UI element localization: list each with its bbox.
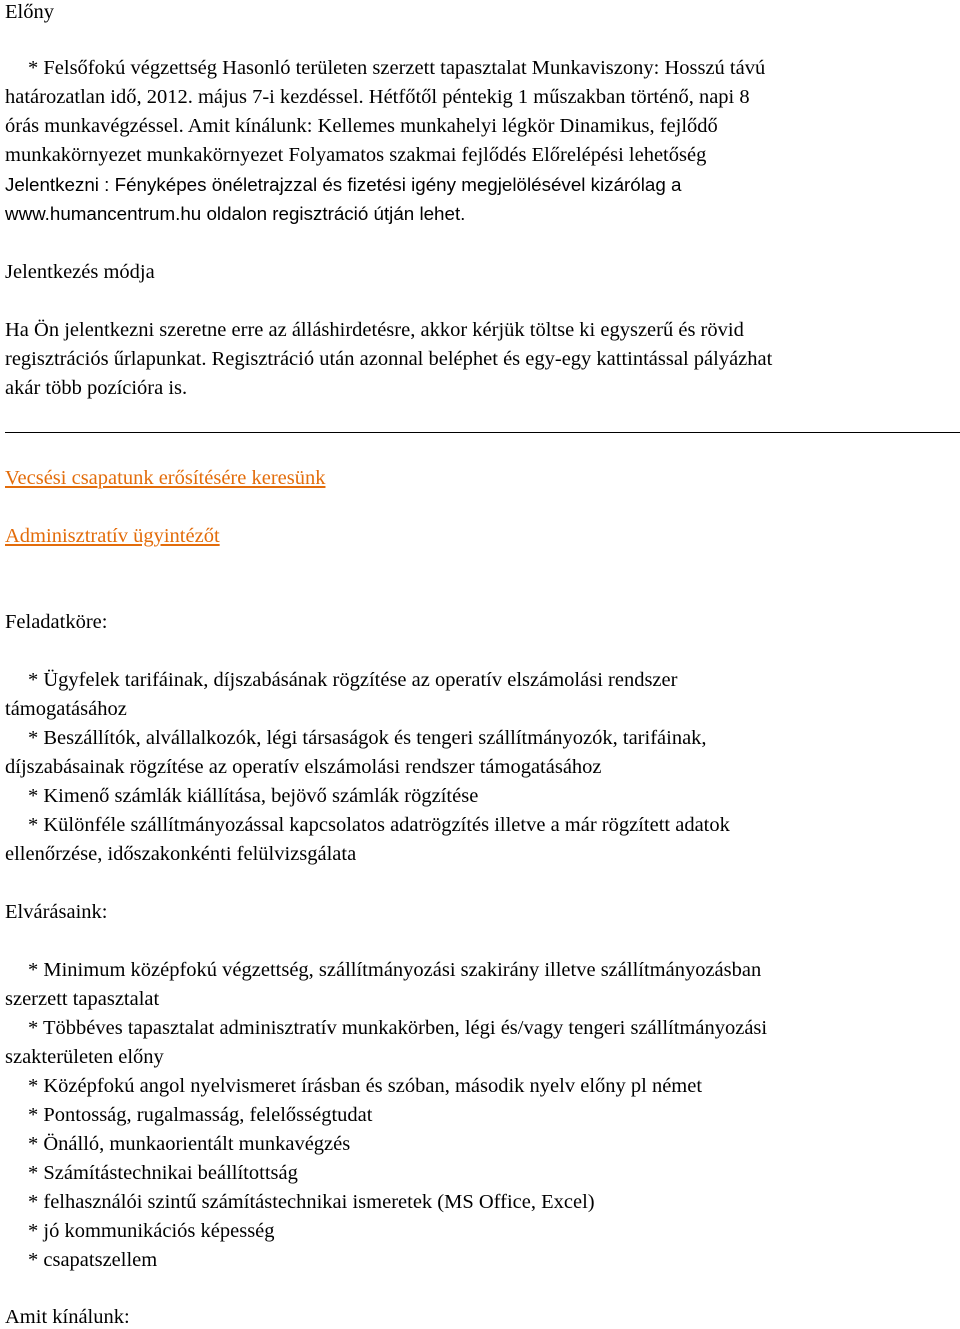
list-item: * Pontosság, rugalmasság, felelősségtudat — [28, 1104, 373, 1126]
list-item: * Többéves tapasztalat adminisztratív munkakörben, légi és/vagy tengeri szállítmányozási — [28, 1017, 768, 1039]
list-item: * Középfokú angol nyelvismeret írásban és szóban, második nyelv előny pl német — [28, 1075, 703, 1097]
application-line-1: Ha Ön jelentkezni szeretne erre az álláshirdetésre, akkor kérjük töltse ki egyszerű és rövid — [5, 319, 744, 341]
amit-kinalunk-label: Amit kínálunk: — [5, 1306, 130, 1328]
benefits-line-5: Jelentkezni : Fényképes önéletrajzzal és fizetési igény megjelölésével kizárólag a — [5, 174, 682, 195]
list-item: * Különféle szállítmányozással kapcsolatos adatrögzítés illetve a már rögzített adatok — [28, 814, 730, 836]
application-line-3: akár több pozícióra is. — [5, 377, 188, 399]
elony-label: Előny — [5, 1, 54, 23]
application-paragraph — [5, 316, 950, 403]
list-item: * Minimum középfokú végzettség, szállítmányozási szakirány illetve szállítmányozásban — [28, 959, 762, 981]
benefits-line-2: határozatlan idő, 2012. május 7-i kezdéssel. Hétfőtől péntekig 1 műszakban történő, napi 8 — [5, 86, 750, 108]
benefits-paragraph — [5, 54, 950, 228]
feladatkore-label: Feladatköre: — [5, 611, 108, 633]
list-item: díjszabásainak rögzítése az operatív elszámolási rendszer támogatásához — [5, 756, 602, 778]
benefits-line-3 — [5, 112, 950, 141]
list-item: * Ügyfelek tarifáinak, díjszabásának rögzítése az operatív elszámolási rendszer — [28, 669, 678, 691]
list-item: * Önálló, munkaorientált munkavégzés — [28, 1133, 351, 1155]
benefits-line-3a: órás munkavégzéssel. — [5, 115, 184, 137]
list-item: * Számítástechnikai beállítottság — [28, 1162, 298, 1184]
benefits-line-6: www.humancentrum.hu oldalon regisztráció útján lehet. — [5, 203, 466, 224]
list-item: szakterületen előny — [5, 1046, 164, 1068]
list-item: * felhasználói szintű számítástechnikai ismeretek (MS Office, Excel) — [28, 1191, 595, 1213]
benefits-line-1: * Felsőfokú végzettség Hasonló területen szerzett tapasztalat Munkaviszony: Hosszú távú — [28, 57, 766, 79]
tasks-list — [5, 666, 950, 869]
list-item: támogatásához — [5, 698, 127, 720]
jelentkezes-modja-label: Jelentkezés módja — [5, 261, 155, 283]
requirements-list — [5, 956, 950, 1275]
benefits-line-3b: Amit kínálunk: Kellemes munkahelyi légkör Dinamikus, fejlődő — [183, 115, 718, 137]
list-item: szerzett tapasztalat — [5, 988, 160, 1010]
benefits-line-4: munkakörnyezet munkakörnyezet Folyamatos szakmai fejlődés Előrelépési lehetőség — [5, 144, 707, 166]
list-item: * Beszállítók, alvállalkozók, légi társaságok és tengeri szállítmányozók, tarifáinak, — [28, 727, 707, 749]
application-line-2: regisztrációs űrlapunkat. Regisztráció után azonnal beléphet és egy-egy kattintással pályázhat — [5, 348, 773, 370]
elvarasaink-label: Elvárásaink: — [5, 901, 108, 923]
list-item: * csapatszellem — [28, 1249, 158, 1271]
job-title-link[interactable]: Adminisztratív ügyintézőt — [5, 525, 220, 547]
list-item: * Kimenő számlák kiállítása, bejövő számlák rögzítése — [28, 785, 479, 807]
job-heading-link[interactable]: Vecsési csapatunk erősítésére keresünk — [5, 467, 326, 489]
list-item: ellenőrzése, időszakonkénti felülvizsgálata — [5, 843, 357, 865]
list-item: * jó kommunikációs képesség — [28, 1220, 275, 1242]
horizontal-divider — [5, 432, 960, 433]
